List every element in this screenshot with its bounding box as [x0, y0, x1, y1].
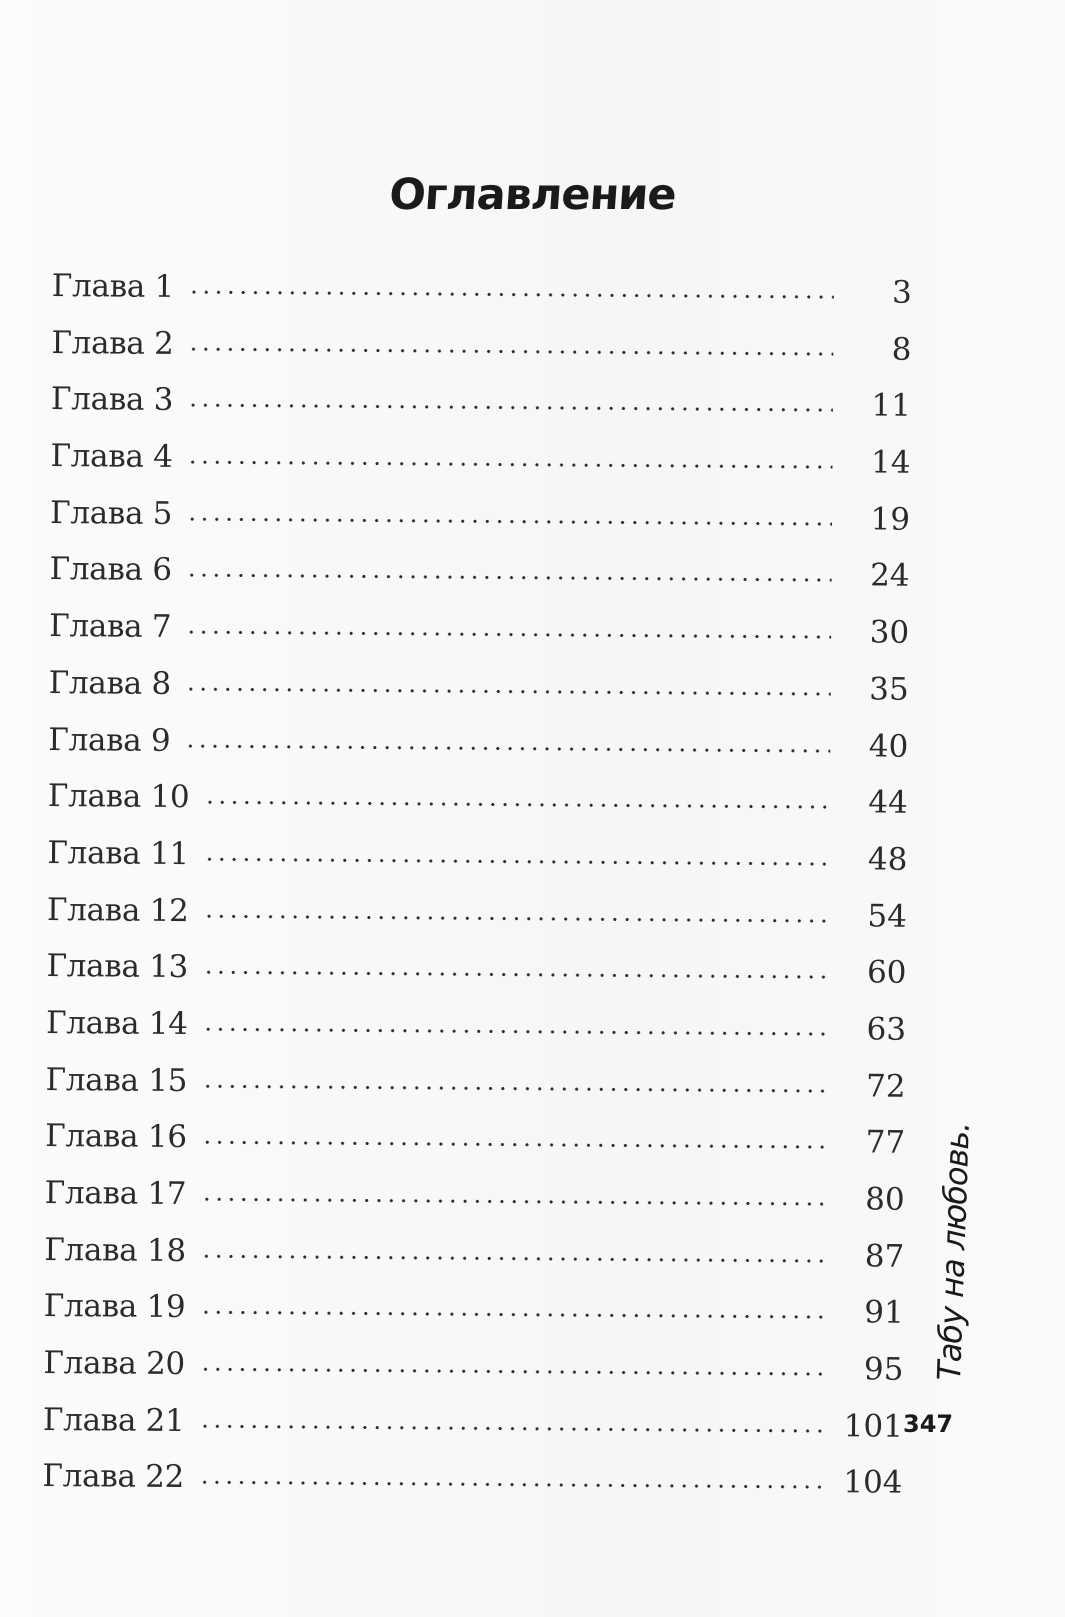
toc-row	[45, 1062, 905, 1125]
toc-page-number: 11	[871, 387, 912, 425]
toc-page-number: 80	[865, 1181, 905, 1218]
toc-page-number: 30	[869, 614, 910, 651]
toc-row	[50, 495, 910, 558]
toc-chapter-label: Глава 5	[49, 494, 173, 532]
page-number: 347	[903, 1410, 954, 1438]
toc-row	[51, 325, 911, 388]
toc-page-number: 101	[843, 1408, 904, 1445]
toc-chapter-label: Глава 19	[43, 1288, 186, 1326]
dot-leader	[202, 914, 828, 923]
toc-row	[42, 1458, 902, 1521]
dot-leader	[187, 347, 833, 356]
toc-chapter-label: Глава 13	[46, 948, 189, 986]
dot-leader	[198, 1481, 824, 1490]
toc-chapter-label: Глава 15	[45, 1061, 188, 1099]
toc-chapter-label: Глава 2	[51, 324, 174, 362]
toc-page-number: 48	[867, 841, 908, 878]
toc-page-number: 63	[866, 1011, 907, 1048]
toc-chapter-label: Глава 9	[48, 721, 171, 759]
toc-chapter-label: Глава 17	[44, 1174, 187, 1213]
toc-page-number: 44	[868, 784, 908, 821]
toc-row	[47, 835, 907, 898]
dot-leader	[203, 800, 829, 809]
toc-chapter-label: Глава 21	[42, 1401, 185, 1439]
toc-chapter-label: Глава 6	[49, 551, 172, 589]
dot-leader	[185, 630, 831, 639]
toc-chapter-label: Глава 4	[50, 438, 173, 476]
toc-chapter-label: Глава 1	[51, 268, 175, 305]
toc-row	[46, 948, 906, 1011]
toc-chapter-label: Глава 16	[45, 1118, 187, 1156]
toc-page-number: 19	[870, 501, 911, 538]
toc-chapter-label: Глава 18	[44, 1231, 186, 1269]
dot-leader	[199, 1367, 825, 1376]
toc-title: Оглавление	[387, 170, 678, 220]
toc-page-number: 35	[869, 671, 909, 708]
toc-page-number: 104	[843, 1464, 903, 1502]
toc-row	[49, 608, 909, 671]
dot-leader	[203, 857, 829, 866]
dot-leader	[188, 290, 834, 299]
toc-page-number: 91	[864, 1294, 904, 1332]
toc-row	[43, 1402, 903, 1465]
toc-page-number: 77	[865, 1124, 906, 1162]
toc-page-number: 60	[866, 954, 907, 991]
dot-leader	[187, 460, 833, 469]
toc-chapter-label: Глава 7	[49, 608, 172, 646]
toc-page-number: 8	[891, 331, 912, 368]
toc-row	[44, 1288, 904, 1351]
toc-page-number: 14	[870, 444, 911, 481]
dot-leader	[186, 573, 832, 582]
dot-leader	[201, 1084, 827, 1093]
toc-row	[46, 1005, 906, 1068]
toc-page-number: 40	[868, 727, 909, 765]
toc-row	[51, 381, 911, 444]
dot-leader	[202, 970, 828, 979]
toc-chapter-label: Глава 10	[47, 778, 190, 816]
toc-row	[48, 778, 908, 841]
toc-chapter-label: Глава 22	[42, 1458, 185, 1496]
toc-chapter-label: Глава 12	[46, 891, 189, 929]
dot-leader	[202, 1027, 828, 1036]
toc-page-number: 54	[867, 897, 908, 935]
dot-leader	[199, 1311, 825, 1320]
toc-chapter-label: Глава 14	[45, 1004, 188, 1043]
book-title-running-head: Табу на любовь.	[930, 1121, 977, 1382]
table-of-contents	[42, 268, 912, 1522]
toc-page-number: 3	[891, 274, 912, 311]
toc-page-number: 72	[866, 1068, 906, 1105]
toc-row	[48, 721, 908, 784]
dot-leader	[198, 1424, 824, 1433]
toc-chapter-label: Глава 11	[47, 834, 190, 872]
toc-row	[45, 1118, 905, 1181]
dot-leader	[185, 687, 831, 696]
toc-row	[47, 892, 907, 955]
dot-leader	[200, 1254, 826, 1263]
dot-leader	[187, 403, 833, 412]
toc-row	[49, 551, 909, 614]
toc-row	[52, 268, 912, 331]
toc-page-number: 95	[863, 1351, 904, 1388]
dot-leader	[186, 517, 832, 526]
toc-row	[44, 1232, 904, 1295]
dot-leader	[200, 1197, 826, 1206]
toc-row	[50, 438, 910, 501]
toc-page-number: 24	[870, 557, 910, 595]
toc-row	[43, 1345, 903, 1408]
dot-leader	[184, 744, 830, 753]
toc-chapter-label: Глава 20	[43, 1345, 186, 1383]
dot-leader	[201, 1141, 827, 1150]
toc-page-number: 87	[864, 1238, 905, 1275]
toc-row	[48, 665, 908, 728]
toc-chapter-label: Глава 3	[50, 381, 174, 419]
toc-row	[44, 1175, 904, 1238]
toc-chapter-label: Глава 8	[48, 664, 172, 702]
